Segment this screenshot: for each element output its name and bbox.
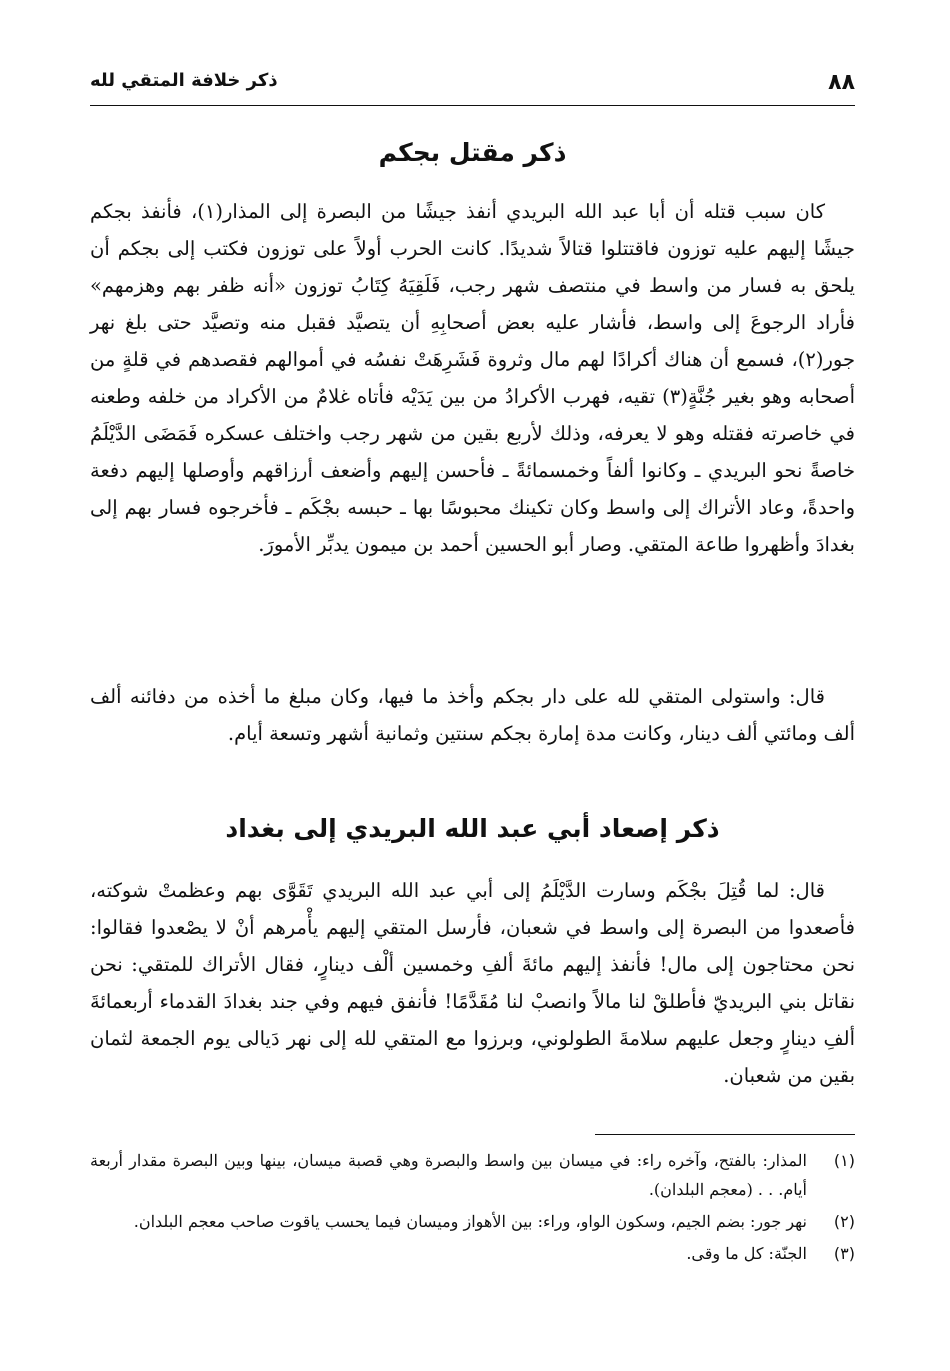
footnotes <box>90 1146 855 1271</box>
section1-paragraph-2 <box>90 678 855 752</box>
footnote-rule <box>595 1134 855 1135</box>
page-number: ٨٨ <box>828 70 855 95</box>
footnote-text: الجنّة: كل ما وقى. <box>686 1244 807 1263</box>
footnote-number: (٢) <box>833 1212 855 1231</box>
section1-paragraph-1 <box>90 193 855 563</box>
header-rule <box>90 105 855 106</box>
running-header <box>90 62 855 102</box>
section-heading-bajkam-killing: ذكر مقتل بجكم <box>378 138 567 167</box>
paragraph-text: قال: لما قُتِلَ بجْكَم وسارت الدَّيْلَمُ إلى أبي عبد الله البريدي تَقَوَّى بهم وعظمتْ شوكته، فأصعدوا من البصرة إلى واسط في شعبان، فأرسل المتقي إليهم يأْمرهم أنْ لا يصْعدوا فقالوا: نحن محتاجون إلى مال! فأنفذ إليهم مائةَ ألفِ وخمسين ألْف دينارٍ، فقال الأتراك للمتقي: نحن نقاتل بني البريديّ فأطلقْ لنا مالاً وانصبْ لنا مُقَدَّمًا! فأنفق فيهم وفي جند بغدادَ القدماء أربعمائةَ ألفِ دينارٍ وجعل عليهم سلامةَ الطولوني، وبرزوا مع المتقي لله إلى نهر دَيالى يوم الجمعة لثمان بقين من شعبان. <box>90 879 855 1087</box>
footnote-1 <box>90 1146 855 1204</box>
footnote-text: المذار: بالفتح، وآخره راء: في ميسان بين واسط والبصرة وهي قصبة ميسان، بينها وبين البصرة مقدار أربعة أيام. . . (معجم البلدان). <box>90 1151 807 1199</box>
paragraph-text: قال: واستولى المتقي لله على دار بجكم وأخذ ما فيها، وكان مبلغ ما أخذه من دفائنه ألف ألف ومائتي ألف دينار، وكانت مدة إمارة بجكم سنتين وثمانية أشهر وتسعة أيام. <box>90 685 855 745</box>
section-heading-baridi-ascent: ذكر إصعاد أبي عبد الله البريدي إلى بغداد <box>225 814 720 843</box>
paragraph-text: كان سبب قتله أن أبا عبد الله البريدي أنفذ جيشًا من البصرة إلى المذار(١)، فأنفذ بجكم جيشًا إليهم عليه توزون فاقتتلوا قتالاً شديدًا. كانت الحرب أولاً على توزون فكتب إلى بجكم أن يلحق به فسار من واسط في منتصف شهر رجب، فَلَقِيَهُ كِتَابُ توزون «أنه ظفر بهم وهزمهم» فأراد الرجوعَ إلى واسط، فأشار عليه بعض أصحابِهِ أن يتصيَّد فقبل منه وتصيَّد حتى بلغ نهر جور(٢)، فسمع أن هناك أكرادًا لهم مال وثروة فَشَرِهَتْ نفسُه في أموالهم فقصدهم في قلةٍ من أصحابه وهو بغير جُنَّةٍ(٣) تقيه، فهرب الأكرادُ من بين يَدَيْه فأتاه غلامٌ من الأكراد من خلفه وطعنه في خاصرته فقتله وهو لا يعرفه، وذلك لأربع بقين من شهر رجب واختلف عسكره فَمَضَى الدَّيْلَمُ خاصةً نحو البريدي ـ وكانوا ألفاً وخمسمائةً ـ فأحسن إليهم وأضعف أرزاقهم وأوصلها إليهم دفعة واحدةً، وعاد الأتراك إلى واسط وكان تكينك محبوسًا بها ـ حبسه بجْكَم ـ فأخرجوه فسار بهم إلى بغدادَ وأظهروا طاعة المتقي. وصار أبو الحسين أحمد بن ميمون يدبِّر الأمورَ. <box>90 200 855 556</box>
footnote-3 <box>90 1239 855 1268</box>
footnote-number: (١) <box>833 1151 855 1170</box>
section2-paragraph-1 <box>90 872 855 1094</box>
footnote-text: نهر جور: بضم الجيم، وسكون الواو، وراء: بين الأهواز وميسان فيما يحسب ياقوت صاحب معجم البلدان. <box>133 1212 807 1231</box>
footnote-number: (٣) <box>833 1244 855 1263</box>
footnote-2 <box>90 1207 855 1236</box>
running-title: ذكر خلافة المتقي لله <box>90 70 278 91</box>
